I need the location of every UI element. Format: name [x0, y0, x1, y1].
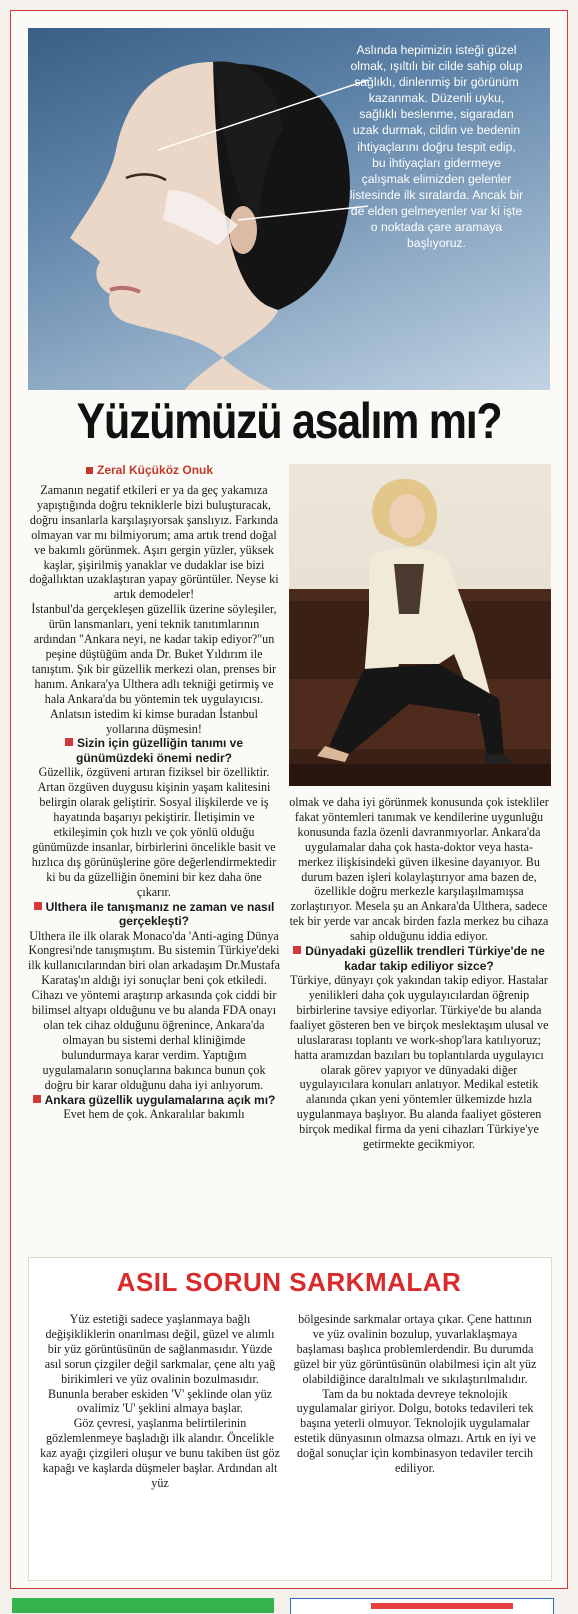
box-paragraph-1: Yüz estetiği sadece yaşlanmaya bağlı değişikliklerin onarılması değil, güzel ve alımlı bir yüz görüntüsünün de sağlanmasıdır. Yüzde asıl sorun çizgiler değil sarkmalar, çene altı yağ birikimleri ve yüz ovalinin bozulmasıdır. Bununla beraber eskiden 'V' şeklinde olan yüz ovalimiz 'U' şeklini almaya başlar.	[44, 1312, 276, 1416]
author-name: Zeral Küçüköz Onuk	[97, 463, 214, 477]
footer-blue-strip	[290, 1598, 554, 1614]
answer-1: Güzellik, özgüveni artıran fiziksel bir özelliktir. Artan özgüven duygusu kişinin yaşam kalitesini belirgin olarak geliştirir. Sosyal ilişkilerde ve iş hayatında başarıyı pekiştirir. İletişimin ve etkileşimin çok hızlı ve çok yönlü olduğu günümüzde insanlar, birbirlerini öncelikle basit ve hızlıca dış görünüşlerine göre değerlendirmektedir ki bu da güzelliğin önemini bir kez daha öne çıkarır.	[31, 765, 277, 899]
doctor-on-sofa-illustration	[289, 464, 551, 786]
article-column-right	[288, 795, 550, 1152]
box-column-left	[40, 1312, 280, 1491]
footer-green-strip	[12, 1598, 274, 1613]
box-title: ASIL SORUN SARKMALAR	[116, 1267, 462, 1297]
box-paragraph-3: bölgesinde sarkmalar ortaya çıkar. Çene hattının ve yüz ovalinin bozulup, yuvarlaklaşmaya başlaması başlıca problemlerdendir. Bu durumda güzel bir yüz görüntüsünün olabilmesi için alt yüz olabildiğince daraltılmalı ve sıkılaştırılmalıdır. Tam da bu noktada devreye teknolojik uygulamalar giriyor. Dolgu, botoks tedavileri tek başına yeterli olmuyor. Teknolojik uygulamalar estetik dünyasının olmazsa olmazı. Artık en iyi ve doğal sonuçlar için kombinasyon tedaviler tercih ediliyor.	[293, 1312, 537, 1476]
bullet-square-icon	[65, 738, 73, 746]
article-column-left	[28, 483, 280, 1122]
intro-paragraph-1: Zamanın negatif etkileri er ya da geç yakamıza yapıştığında doğru tekniklerle bizi buluşturacak, doğru insanlarla karşılaşıyorsak şanslıyız. Farkında olmayan var mı bilmiyorum; ama artık trend doğal ve bakımlı görünmek. Aşırı gergin yüzler, yüksek kaşlar, şişirilmiş yanaklar ve dudaklar ise bizi doğallıktan uzaklaştıran yapay görüntüler. Neyse ki artık demodeler!	[29, 483, 279, 602]
bullet-square-icon	[86, 467, 93, 474]
byline	[86, 463, 213, 477]
intro-paragraph-2: İstanbul'da gerçekleşen güzellik üzerine söyleşiler, ürün lansmanları, yeni teknik tanıtımlarının ardından "Ankara neyi, ne kadar takip ediyor?"un peşine düştüğüm anda Dr. Buket Yıldırım ile tanıştım. Şık bir güzellik merkezi olan, prenses bir hanım. Ankara'ya Ulthera adlı tekniği getirmiş ve hala Ankara'da bu yöntemin tek uygulayıcısı. Anlatsın istedim ki kimse buradan İstanbul yollarına düşmesin!	[31, 602, 277, 736]
bullet-square-icon	[293, 946, 301, 954]
hero-image	[28, 28, 550, 390]
question-3: Ankara güzellik uygulamalarına açık mı?	[28, 1093, 280, 1108]
woman-profile-illustration	[48, 40, 368, 390]
answer-2: Ulthera ile ilk olarak Monaco'da 'Anti-aging Dünya Kongresi'nde tanışmıştım. Bu sistemin Türkiye'deki ilk kullanıcılarından biri olan arkadaşım Dr.Mustafa Karataş'ın aldığı iyi sonuçlar beni çok etkiledi. Cihazı ve yöntemi araştırıp arkasında çok ciddi bir bilimsel altyapı olduğunu ve bu alanda FDA onayı olan tek cihaz olduğunu öğrenince, Ankara'da olmayan bu sistemi derhal kliniğimde bulundurmaya karar verdim. Yaptığım uygulamaların sonuçlarına bakınca bunun çok doğru bir karar olduğunu daha iyi anlıyorum.	[28, 928, 280, 1092]
question-1: Sizin için güzelliğin tanımı ve günümüzdeki önemi nedir?	[28, 736, 280, 765]
question-4: Dünyadaki güzellik trendleri Türkiye'de ne kadar takip ediliyor sizce?	[288, 944, 550, 973]
box-column-right	[292, 1312, 538, 1476]
bullet-square-icon	[33, 1095, 41, 1103]
question-2: Ulthera ile tanışmanız ne zaman ve nasıl gerçekleşti?	[28, 900, 280, 929]
hero-caption: Aslında hepimizin isteği güzel olmak, ışıltılı bir cilde sahip olup sağlıklı, dinlenmiş bir görünüm kazanmak. Düzenli uyku, sağlıklı beslenme, sigaradan uzak durmak, cildin ve bedenin ihtiyaçlarını doğru tespit edip, bu ihtiyaçları gidermeye çalışmak elimizden gelenler listesinde ilk sıralarda. Ancak bir de elden gelmeyenler var ki işte o noktada çare aramaya başlıyoruz.	[349, 43, 524, 251]
box-paragraph-2: Göz çevresi, yaşlanma belirtilerinin gözlemlenmeye başladığı ilk alandır. Öncelikle kaz ayağı çizgileri oluşur ve bunu takiben üst göz kapağı ve kaşlarda düşmeler başlar. Ardından alt yüz	[40, 1416, 280, 1490]
answer-4: Türkiye, dünyayı çok yakından takip ediyor. Hastalar yenilikleri daha çok uygulayıcılardan öğrenip birbirlerine tavsiye ediyorlar. Türkiye'de bu alanda faaliyet gösteren ben ve birçok meslektaşım ulusal ve uluslararası toplantı ve work-shop'lara katılıyoruz; hatta aramızdan bazıları bu toplantılarda uygulayıcı olarak görev yapıyor ve dünyadaki diğer uygulayıcılara konuları anlatıyor. Medikal estetik alanında çıkan yeni yöntemler ülkemizde hızla uygulanmaya başlıyor. Bu alanda faaliyet gösteren birçok medikal firma da yeni cihazları Türkiye'ye getirmekte gecikmiyor.	[289, 973, 549, 1152]
answer-3-continued: olmak ve daha iyi görünmek konusunda çok istekliler fakat yöntemleri tanımak ve kendilerine uygunluğu konusunda fazla özenli davranmıyorlar. Ankara'da uygulamalar daha çok hasta-doktor veya hasta-merkez ilişkisindeki güven ilkesine dayanıyor. Bu durum bazen işleri kolaylaştırıyor ama bazen de, özellikle doğru merkezle karşılaşılmamışsa zorlaştırıyor. Mesela şu an Ankara'da Ulthera, sadece tek bir yerde var ancak birden fazla merkez bu cihaza sahip olduğunu iddia ediyor.	[289, 795, 549, 944]
answer-3-start: Evet hem de çok. Ankaralılar bakımlı	[63, 1107, 245, 1122]
doctor-photo	[289, 464, 551, 786]
bullet-square-icon	[34, 902, 42, 910]
article-headline: Yüzümüzü asalım mı?	[76, 393, 502, 449]
